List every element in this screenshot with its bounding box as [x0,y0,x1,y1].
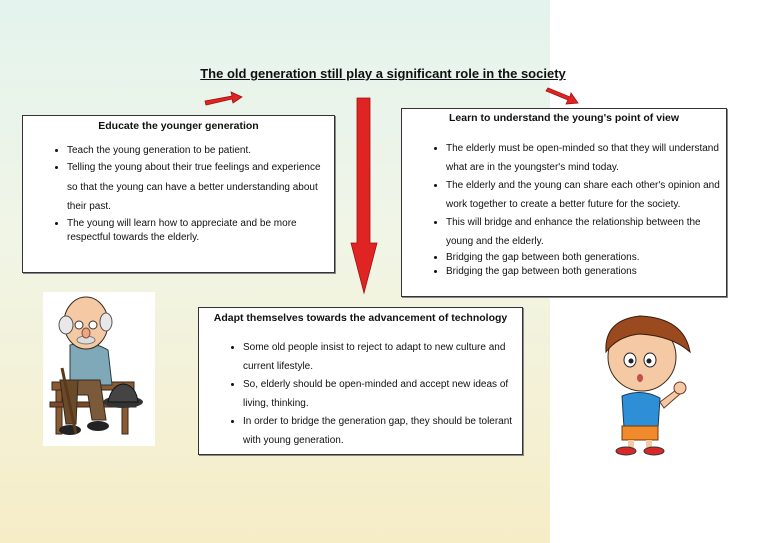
list-item: • Teach the young generation to be patient. [67,144,328,158]
right-box-heading: Learn to understand the young's point of view [448,112,679,124]
list-item: • The elderly and the young can share each other's opinion and work together to create a better future for the society. [446,177,720,214]
list-item: • The young will learn how to appreciate and be more respectful towards the elderly. [67,217,328,245]
list-item: • Telling the young about their true feelings and experience so that the young can have a better understanding about their past. [67,158,328,217]
list-item: • So, elderly should be open-minded and accept new ideas of living, thinking. [243,376,516,413]
boy-illustration [594,310,706,462]
right-box-list [408,140,720,279]
diagram-title: The old generation still play a significant role in the society [200,66,566,81]
center-box-list [205,339,516,450]
center-box-heading: Adapt themselves towards the advancement of technology [213,312,508,324]
educate-younger-generation-box [22,115,335,273]
arrow-down-icon [351,98,377,293]
arrow-right-icon [546,88,578,104]
understand-young-point-of-view-box [401,108,727,297]
left-box-heading: Educate the younger generation [98,120,259,132]
left-box-list [29,144,328,245]
list-item: • Some old people insist to reject to adapt to new culture and current lifestyle. [243,339,516,376]
adapt-to-technology-box [198,307,523,455]
list-item: • This will bridge and enhance the relationship between the young and the elderly. [446,214,720,251]
list-item: • Bridging the gap between both generations. [446,251,720,265]
old-man-illustration [43,292,155,446]
arrow-left-icon [205,92,242,105]
list-item: • Bridging the gap between both generations [446,265,720,279]
list-item: • The elderly must be open-minded so that they will understand what are in the youngster's mind today. [446,140,720,177]
list-item: • In order to bridge the generation gap, they should be tolerant with young generation. [243,413,516,450]
